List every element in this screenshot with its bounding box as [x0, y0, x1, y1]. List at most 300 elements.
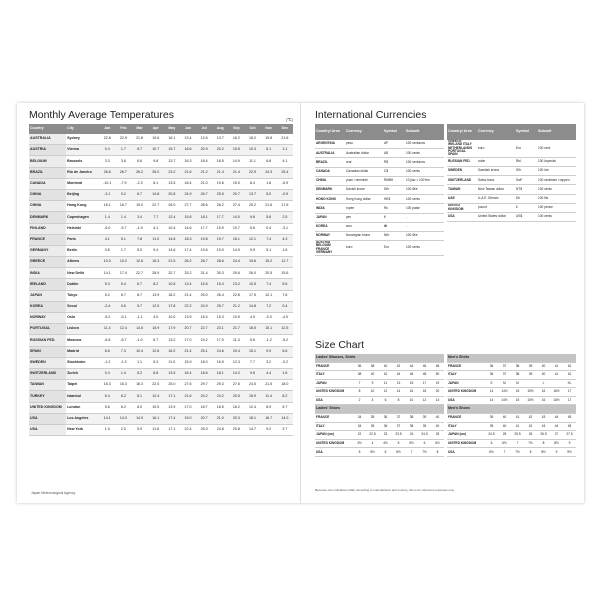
temperature-cell: 21.5: [164, 257, 180, 268]
temperature-cell: 32.7: [164, 268, 180, 279]
temperature-cell: 18.2: [164, 290, 180, 301]
temperature-cell: 10.2: [115, 257, 131, 268]
temperature-cell: 5.1: [115, 234, 131, 245]
currency-cell: C$: [383, 167, 405, 176]
temperature-cell: 1.6: [277, 245, 293, 256]
size-cell: 39: [485, 413, 498, 422]
country-cell: ITALY: [315, 371, 353, 380]
temperature-cell: 21.2: [196, 167, 212, 178]
table-row: [29, 335, 293, 346]
table-row: [29, 380, 293, 391]
temperature-cell: 7.4: [261, 234, 277, 245]
table-row: [315, 431, 444, 440]
city-cell: Berlin: [66, 245, 99, 256]
temperature-cell: 1.0: [99, 424, 115, 435]
temperature-cell: 21.4: [180, 346, 196, 357]
temperature-cell: 1.1: [132, 357, 148, 368]
size-section-header: [315, 405, 444, 414]
temperature-cell: 6.1: [148, 178, 164, 189]
table-row: [447, 194, 576, 203]
country-cell: TURKEY: [29, 391, 66, 402]
table-row: [29, 301, 293, 312]
size-cell: 38: [353, 371, 366, 380]
size-cell: 12: [379, 388, 392, 397]
size-cell: 43: [537, 413, 550, 422]
currency-cell: 100 Øre: [405, 231, 444, 240]
size-cell: 40: [498, 413, 511, 422]
temperature-cell: 17.1: [164, 424, 180, 435]
temperature-cell: 16.3: [115, 380, 131, 391]
temperature-cell: 7.4: [261, 279, 277, 290]
temperature-cell: 0.6: [99, 245, 115, 256]
size-cell: 9: [550, 448, 563, 457]
size-cell: 27.5: [563, 431, 576, 440]
temperature-cell: 3.3: [99, 156, 115, 167]
temperature-cell: 20.4: [228, 346, 244, 357]
temperature-body: [29, 134, 293, 436]
page-gutter: [300, 103, 301, 503]
temperature-cell: 22.7: [148, 201, 164, 212]
temperature-cell: 21.6: [180, 167, 196, 178]
currency-cell: Eur: [515, 140, 537, 157]
temperature-cell: 7.2: [261, 301, 277, 312]
city-cell: New Delhi: [66, 268, 99, 279]
city-cell: Beijing: [66, 189, 99, 200]
temperature-column-header: Feb: [115, 124, 131, 134]
temperature-cell: 21.0: [212, 413, 228, 424]
temperature-cell: 12.5: [148, 301, 164, 312]
temperature-cell: 10.5: [244, 279, 260, 290]
size-cell: 8: [524, 448, 537, 457]
size-cell: 34: [353, 422, 366, 431]
temperature-cell: 25.3: [196, 424, 212, 435]
city-cell: Sydney: [66, 134, 99, 145]
temperature-cell: 22.0: [148, 380, 164, 391]
table-row: [29, 189, 293, 200]
temperature-cell: 20.2: [212, 145, 228, 156]
temperature-cell: 13.2: [164, 335, 180, 346]
temperature-cell: 13.7: [164, 156, 180, 167]
currency-column-header: Country/ Area: [315, 124, 345, 140]
size-cell: 24.5: [418, 431, 431, 440]
table-row: [29, 201, 293, 212]
size-cell: 48: [418, 371, 431, 380]
temperature-cell: -5.2: [99, 313, 115, 324]
currency-cell: 100 cents: [537, 185, 576, 194]
temperature-cell: 7.7: [244, 357, 260, 368]
size-cell: 6: [379, 448, 392, 457]
country-cell: RUSSIAN FED.: [447, 157, 477, 166]
temperature-cell: -0.3: [261, 313, 277, 324]
temperature-unit: (℃): [285, 117, 293, 122]
temperature-cell: 28.6: [196, 201, 212, 212]
currency-cell: euro: [477, 140, 515, 157]
country-cell: SWEDEN: [29, 357, 66, 368]
size-cell: 6½: [485, 448, 498, 457]
country-cell: SWEDEN: [447, 166, 477, 175]
temperature-cell: -1.9: [132, 223, 148, 234]
size-cell: 35: [366, 422, 379, 431]
currency-body-left: [315, 140, 444, 255]
temperature-cell: 16.9: [212, 357, 228, 368]
temperature-cell: 5.6: [244, 223, 260, 234]
size-cell: 6: [485, 439, 498, 448]
size-cell: 45: [563, 422, 576, 431]
size-cell: 40: [379, 362, 392, 371]
temperature-cell: 18.0: [196, 357, 212, 368]
temperature-cell: 13.5: [164, 368, 180, 379]
temperature-cell: 14.0: [228, 212, 244, 223]
temperature-cell: 17.5: [244, 290, 260, 301]
temperature-cell: 10.8: [164, 279, 180, 290]
table-row: [447, 379, 576, 388]
country-cell: FRANCE: [447, 413, 485, 422]
temperature-cell: 5.6: [277, 279, 293, 290]
city-cell: Hong Kong: [66, 201, 99, 212]
temperature-column-header: Jul: [196, 124, 212, 134]
temperature-cell: 9.6: [244, 212, 260, 223]
temperature-cell: 16.1: [148, 413, 164, 424]
table-row: [29, 357, 293, 368]
temperature-cell: 1.7: [115, 245, 131, 256]
temperature-cell: 26.2: [180, 257, 196, 268]
temperature-cell: 11.6: [148, 424, 164, 435]
size-cell: 14: [485, 388, 498, 397]
size-cell: 15: [511, 388, 524, 397]
size-cell: 38: [511, 371, 524, 380]
size-cell: 10: [366, 388, 379, 397]
temperature-cell: 20.7: [228, 189, 244, 200]
temperature-cell: 18.5: [244, 324, 260, 335]
table-row: [447, 371, 576, 380]
temperature-cell: 5.2: [132, 368, 148, 379]
temperature-cell: 16.2: [228, 134, 244, 145]
size-cell: 25: [498, 431, 511, 440]
size-cell: 14½: [498, 388, 511, 397]
country-cell: USA: [315, 448, 353, 457]
temperature-cell: 5.6: [99, 402, 115, 413]
size-cell: 42: [524, 422, 537, 431]
temperature-cell: 24.4: [228, 257, 244, 268]
country-cell: JAPAN: [315, 379, 353, 388]
temperature-cell: 21.6: [277, 134, 293, 145]
temperature-cell: 18.3: [132, 380, 148, 391]
temperature-cell: 16.2: [228, 402, 244, 413]
country-cell: FRANCE: [29, 234, 66, 245]
size-cell: 48: [431, 362, 444, 371]
country-cell: USA: [447, 448, 485, 457]
currency-header-row: [315, 124, 444, 140]
country-cell: FRANCE: [315, 413, 353, 422]
currency-cell: won: [345, 222, 383, 231]
temperature-cell: -5.0: [99, 223, 115, 234]
size-cell: 37: [392, 413, 405, 422]
temperature-cell: 21.5: [261, 380, 277, 391]
country-cell: ITALY: [447, 371, 485, 380]
currency-cell: A$: [383, 149, 405, 158]
size-cell: 9: [366, 379, 379, 388]
temperature-cell: 18.1: [196, 212, 212, 223]
temperature-cell: 16.3: [148, 257, 164, 268]
country-cell: USA: [447, 396, 485, 405]
temperature-cell: 6.2: [115, 402, 131, 413]
temperature-cell: 22.7: [132, 268, 148, 279]
size-cell: 16: [537, 388, 550, 397]
temperature-column-header: Nov: [261, 124, 277, 134]
size-cell: 14½: [498, 396, 511, 405]
temperature-cell: 15.5: [196, 279, 212, 290]
temperature-cell: 5.3: [99, 279, 115, 290]
currency-cell: US$: [515, 212, 537, 221]
temperature-cell: 15.9: [212, 223, 228, 234]
currency-cell: 100 pence: [537, 203, 576, 212]
temperature-cell: 26.0: [244, 268, 260, 279]
size-body-mens: [447, 354, 576, 456]
country-cell: USA: [447, 212, 477, 221]
currency-cell: Eur: [383, 241, 405, 255]
currency-cell: 100 paise: [405, 204, 444, 213]
size-cell: S: [485, 379, 498, 388]
currencies-title: International Currencies: [315, 109, 427, 121]
temperature-cell: 26.7: [115, 167, 131, 178]
size-cell: 17: [418, 379, 431, 388]
temperature-cell: 20.7: [196, 413, 212, 424]
temperature-cell: 25.1: [196, 346, 212, 357]
country-cell: USA: [315, 396, 353, 405]
temperature-cell: 0.4: [99, 368, 115, 379]
currency-cell: Swiss franc: [477, 176, 515, 185]
city-cell: Seoul: [66, 301, 99, 312]
size-cell: 2: [353, 396, 366, 405]
table-row: [315, 413, 444, 422]
temperature-cell: 2.5: [277, 212, 293, 223]
city-cell: Rio de Janeiro: [66, 167, 99, 178]
size-cell: 37: [392, 422, 405, 431]
currency-cell: yen: [345, 213, 383, 222]
temperature-source: Japan Meteorological Agency: [31, 491, 76, 495]
size-cell: 16: [405, 388, 418, 397]
temperature-cell: 13.7: [244, 189, 260, 200]
table-row: [315, 149, 444, 158]
country-cell: NORWAY: [29, 313, 66, 324]
size-cell: 36: [379, 413, 392, 422]
temperature-cell: 19.0: [132, 201, 148, 212]
temperature-cell: 10.4: [132, 346, 148, 357]
size-cell: 44: [405, 362, 418, 371]
country-cell: UNITED KINGDOM: [447, 203, 477, 212]
temperature-cell: -1.1: [132, 313, 148, 324]
temperature-cell: 17.7: [196, 223, 212, 234]
country-cell: UAE: [447, 194, 477, 203]
table-row: [29, 290, 293, 301]
temperature-cell: 15.3: [212, 279, 228, 290]
temperature-cell: -5.1: [115, 313, 131, 324]
temperature-column-header: Apr: [148, 124, 164, 134]
temperature-cell: 24.8: [212, 424, 228, 435]
currency-column-header: Symbol: [515, 124, 537, 140]
table-row: [29, 212, 293, 223]
country-cell: BRAZIL: [29, 167, 66, 178]
temperature-cell: 17.6: [277, 201, 293, 212]
table-row: [447, 176, 576, 185]
temperature-cell: 24.3: [261, 167, 277, 178]
temperature-cell: -4.0: [277, 313, 293, 324]
temperature-cell: 19.8: [196, 234, 212, 245]
currency-cell: ruble: [477, 157, 515, 166]
table-row: [315, 379, 444, 388]
temperature-cell: 17.7: [212, 212, 228, 223]
temperature-cell: 21.0: [196, 178, 212, 189]
size-cell: 6: [418, 439, 431, 448]
temperature-cell: 15.7: [164, 145, 180, 156]
city-cell: Athens: [66, 257, 99, 268]
city-cell: New York: [66, 424, 99, 435]
temperature-cell: 18.1: [212, 368, 228, 379]
size-cell: 40: [366, 371, 379, 380]
temperature-cell: -0.9: [277, 189, 293, 200]
temperature-cell: 21.6: [261, 201, 277, 212]
table-row: [315, 158, 444, 167]
country-cell: PORTUGAL: [29, 324, 66, 335]
size-cell: 4: [366, 439, 379, 448]
size-cell: 25.5: [511, 431, 524, 440]
temperature-cell: 5.7: [115, 290, 131, 301]
size-cell: 38: [511, 362, 524, 371]
temperature-cell: -6.5: [99, 335, 115, 346]
table-row: [29, 245, 293, 256]
city-cell: Oslo: [66, 313, 99, 324]
temperature-cell: 12.6: [132, 257, 148, 268]
temperature-cell: 0.4: [261, 223, 277, 234]
temperature-column-header: Dec: [277, 124, 293, 134]
temperature-cell: 14.6: [180, 223, 196, 234]
temperature-cell: 14.8: [244, 301, 260, 312]
temperature-cell: 7.3: [115, 346, 131, 357]
temperature-cell: 21.6: [180, 391, 196, 402]
temperature-cell: 26.0: [148, 167, 164, 178]
size-cell: 38: [366, 362, 379, 371]
temperature-cell: 17.0: [212, 335, 228, 346]
temperature-cell: 21.8: [132, 134, 148, 145]
country-cell: ARGENTINA: [315, 140, 345, 149]
size-cell: 41: [511, 422, 524, 431]
temperature-cell: 13.7: [212, 134, 228, 145]
temperature-cell: 19.2: [196, 335, 212, 346]
temperature-cell: 17.0: [180, 402, 196, 413]
temperature-cell: 11.1: [244, 156, 260, 167]
temperature-cell: 26.7: [196, 189, 212, 200]
size-cell: 36: [379, 422, 392, 431]
temperature-cell: 4.1: [148, 223, 164, 234]
temperature-cell: 10.7: [228, 223, 244, 234]
temperature-cell: 20.8: [228, 424, 244, 435]
table-row: [29, 223, 293, 234]
size-cell: 5: [353, 448, 366, 457]
temperature-cell: -1.0: [132, 335, 148, 346]
size-cell: 40: [498, 422, 511, 431]
temperature-cell: 14.1: [99, 268, 115, 279]
temperature-cell: 17.1: [164, 391, 180, 402]
size-cell: 39: [418, 422, 431, 431]
country-cell: INDIA: [315, 204, 345, 213]
table-row: [315, 222, 444, 231]
temperature-cell: 23.2: [164, 167, 180, 178]
temperature-cell: 5.0: [261, 189, 277, 200]
size-cell: 5½: [405, 439, 418, 448]
temperature-cell: 18.5: [212, 156, 228, 167]
temperature-cell: 16.3: [180, 156, 196, 167]
currency-cell: DKr: [383, 185, 405, 194]
size-cell: 26.5: [537, 431, 550, 440]
country-cell: CHINA: [315, 176, 345, 185]
currency-table-left: [315, 124, 444, 256]
size-cell: 36: [485, 362, 498, 371]
temperature-cell: 17.4: [115, 268, 131, 279]
size-cell: 8: [353, 388, 366, 397]
country-cell: CHINA: [29, 201, 66, 212]
size-cell: 17: [563, 388, 576, 397]
temperature-cell: 16.1: [164, 134, 180, 145]
temperature-cell: 25.0: [196, 290, 212, 301]
temperature-cell: 20.5: [228, 391, 244, 402]
temperature-cell: 12.6: [196, 134, 212, 145]
table-row: [315, 176, 444, 185]
temperature-cell: 15.6: [277, 268, 293, 279]
currency-cell: Rbl.: [515, 157, 537, 166]
table-row: [315, 439, 444, 448]
country-cell: CHINA: [29, 189, 66, 200]
temperature-cell: -1.3: [115, 357, 131, 368]
size-chart-title: Size Chart: [315, 339, 365, 351]
temperature-cell: 5.0: [132, 245, 148, 256]
temperature-cell: 18.1: [244, 413, 260, 424]
currency-cell: New Taiwan dollar: [477, 185, 515, 194]
size-cell: 39: [524, 362, 537, 371]
temperature-cell: 14.3: [115, 413, 131, 424]
currency-cell: euro: [345, 241, 383, 255]
size-cell: 36: [353, 362, 366, 371]
country-cell: ITALY: [447, 422, 485, 431]
temperature-cell: 33.2: [180, 268, 196, 279]
temperature-cell: 5.6: [244, 335, 260, 346]
temperature-column-header: Jun: [180, 124, 196, 134]
temperature-cell: 12.3: [228, 357, 244, 368]
size-cell: 5: [392, 439, 405, 448]
table-row: [29, 424, 293, 435]
temperature-column-header: Oct: [244, 124, 260, 134]
temperature-cell: 16.3: [99, 380, 115, 391]
temperature-cell: 15.6: [180, 212, 196, 223]
temperature-cell: 6.8: [261, 156, 277, 167]
temperature-cell: 16.7: [261, 413, 277, 424]
currency-column-header: Symbol: [383, 124, 405, 140]
currency-cell: 100 centavos: [405, 140, 444, 149]
planner-spread: [17, 103, 584, 503]
size-cell: 3½: [353, 439, 366, 448]
temperature-cell: 15.5: [228, 145, 244, 156]
temperature-cell: 4.3: [277, 234, 293, 245]
temperature-cell: 14.8: [164, 234, 180, 245]
size-cell: 40: [431, 413, 444, 422]
temperature-cell: 24.9: [180, 189, 196, 200]
country-cell: IRELAND: [29, 279, 66, 290]
temperature-cell: -2.4: [99, 301, 115, 312]
temperature-column-header: Country: [29, 124, 66, 134]
size-section-label: Ladies' Blouses, Shirts: [315, 354, 444, 362]
temperature-cell: 12.6: [148, 346, 164, 357]
temperature-cell: 15.3: [212, 313, 228, 324]
city-cell: Moscow: [66, 335, 99, 346]
